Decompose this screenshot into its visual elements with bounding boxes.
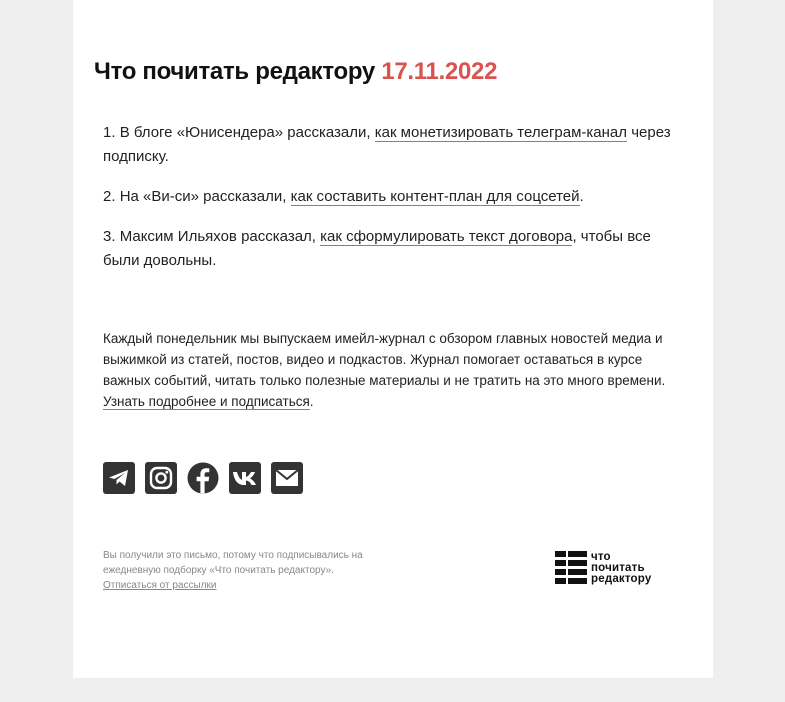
brand-logo[interactable] [555,551,651,585]
item-text: Максим Ильяхов рассказал, [119,228,321,245]
list-item [103,121,683,169]
logo-line: что [591,550,611,563]
item-number: 1. [103,124,116,141]
footer-text: Вы получили это письмо, потому что подписывались на ежедневную подборку «Что почитать редактору». [103,550,363,576]
reading-list [103,121,683,289]
item-text-after: . [579,188,584,205]
item-link[interactable]: как монетизировать телеграм-канал [374,124,628,141]
logo-text [591,552,651,585]
item-text: В блоге «Юнисендера» рассказали, [119,124,375,141]
about-paragraph [103,328,688,412]
list-item [103,225,683,273]
email-card [73,0,713,678]
logo-mark-icon [555,551,587,585]
item-text-after: , чтобы все были довольны. [103,228,651,269]
about-text-after: . [309,394,314,409]
instagram-icon[interactable] [145,462,177,494]
subscribe-link[interactable]: Узнать подробнее и подписаться [103,394,310,409]
item-number: 2. [103,188,116,205]
footer-notice [103,548,393,593]
unsubscribe-link[interactable]: Отписаться от рассылки [103,580,217,591]
telegram-icon[interactable] [103,462,135,494]
item-text-after: через подписку. [103,124,671,165]
email-icon[interactable] [271,462,303,494]
list-item [103,185,683,209]
title-text: Что почитать редактору [94,58,375,85]
email-title [94,58,497,86]
logo-line: редактору [591,572,652,585]
item-link[interactable]: как составить контент-план для соцсетей [290,188,580,205]
about-text: Каждый понедельник мы выпускаем имейл-журнал с обзором главных новостей медиа и выжимкой из статей, постов, видео и подкастов. Журнал помогает оставаться в курсе важных событий, читать только полезные материалы и не тратить на это много времени. [103,331,666,388]
title-date: 17.11.2022 [381,58,498,85]
item-link[interactable]: как сформулировать текст договора [320,228,573,245]
item-text: На «Ви-си» рассказали, [119,188,291,205]
logo-line: почитать [591,561,645,574]
item-number: 3. [103,228,116,245]
social-links [103,462,303,494]
vk-icon[interactable] [229,462,261,494]
facebook-icon[interactable] [187,462,219,494]
